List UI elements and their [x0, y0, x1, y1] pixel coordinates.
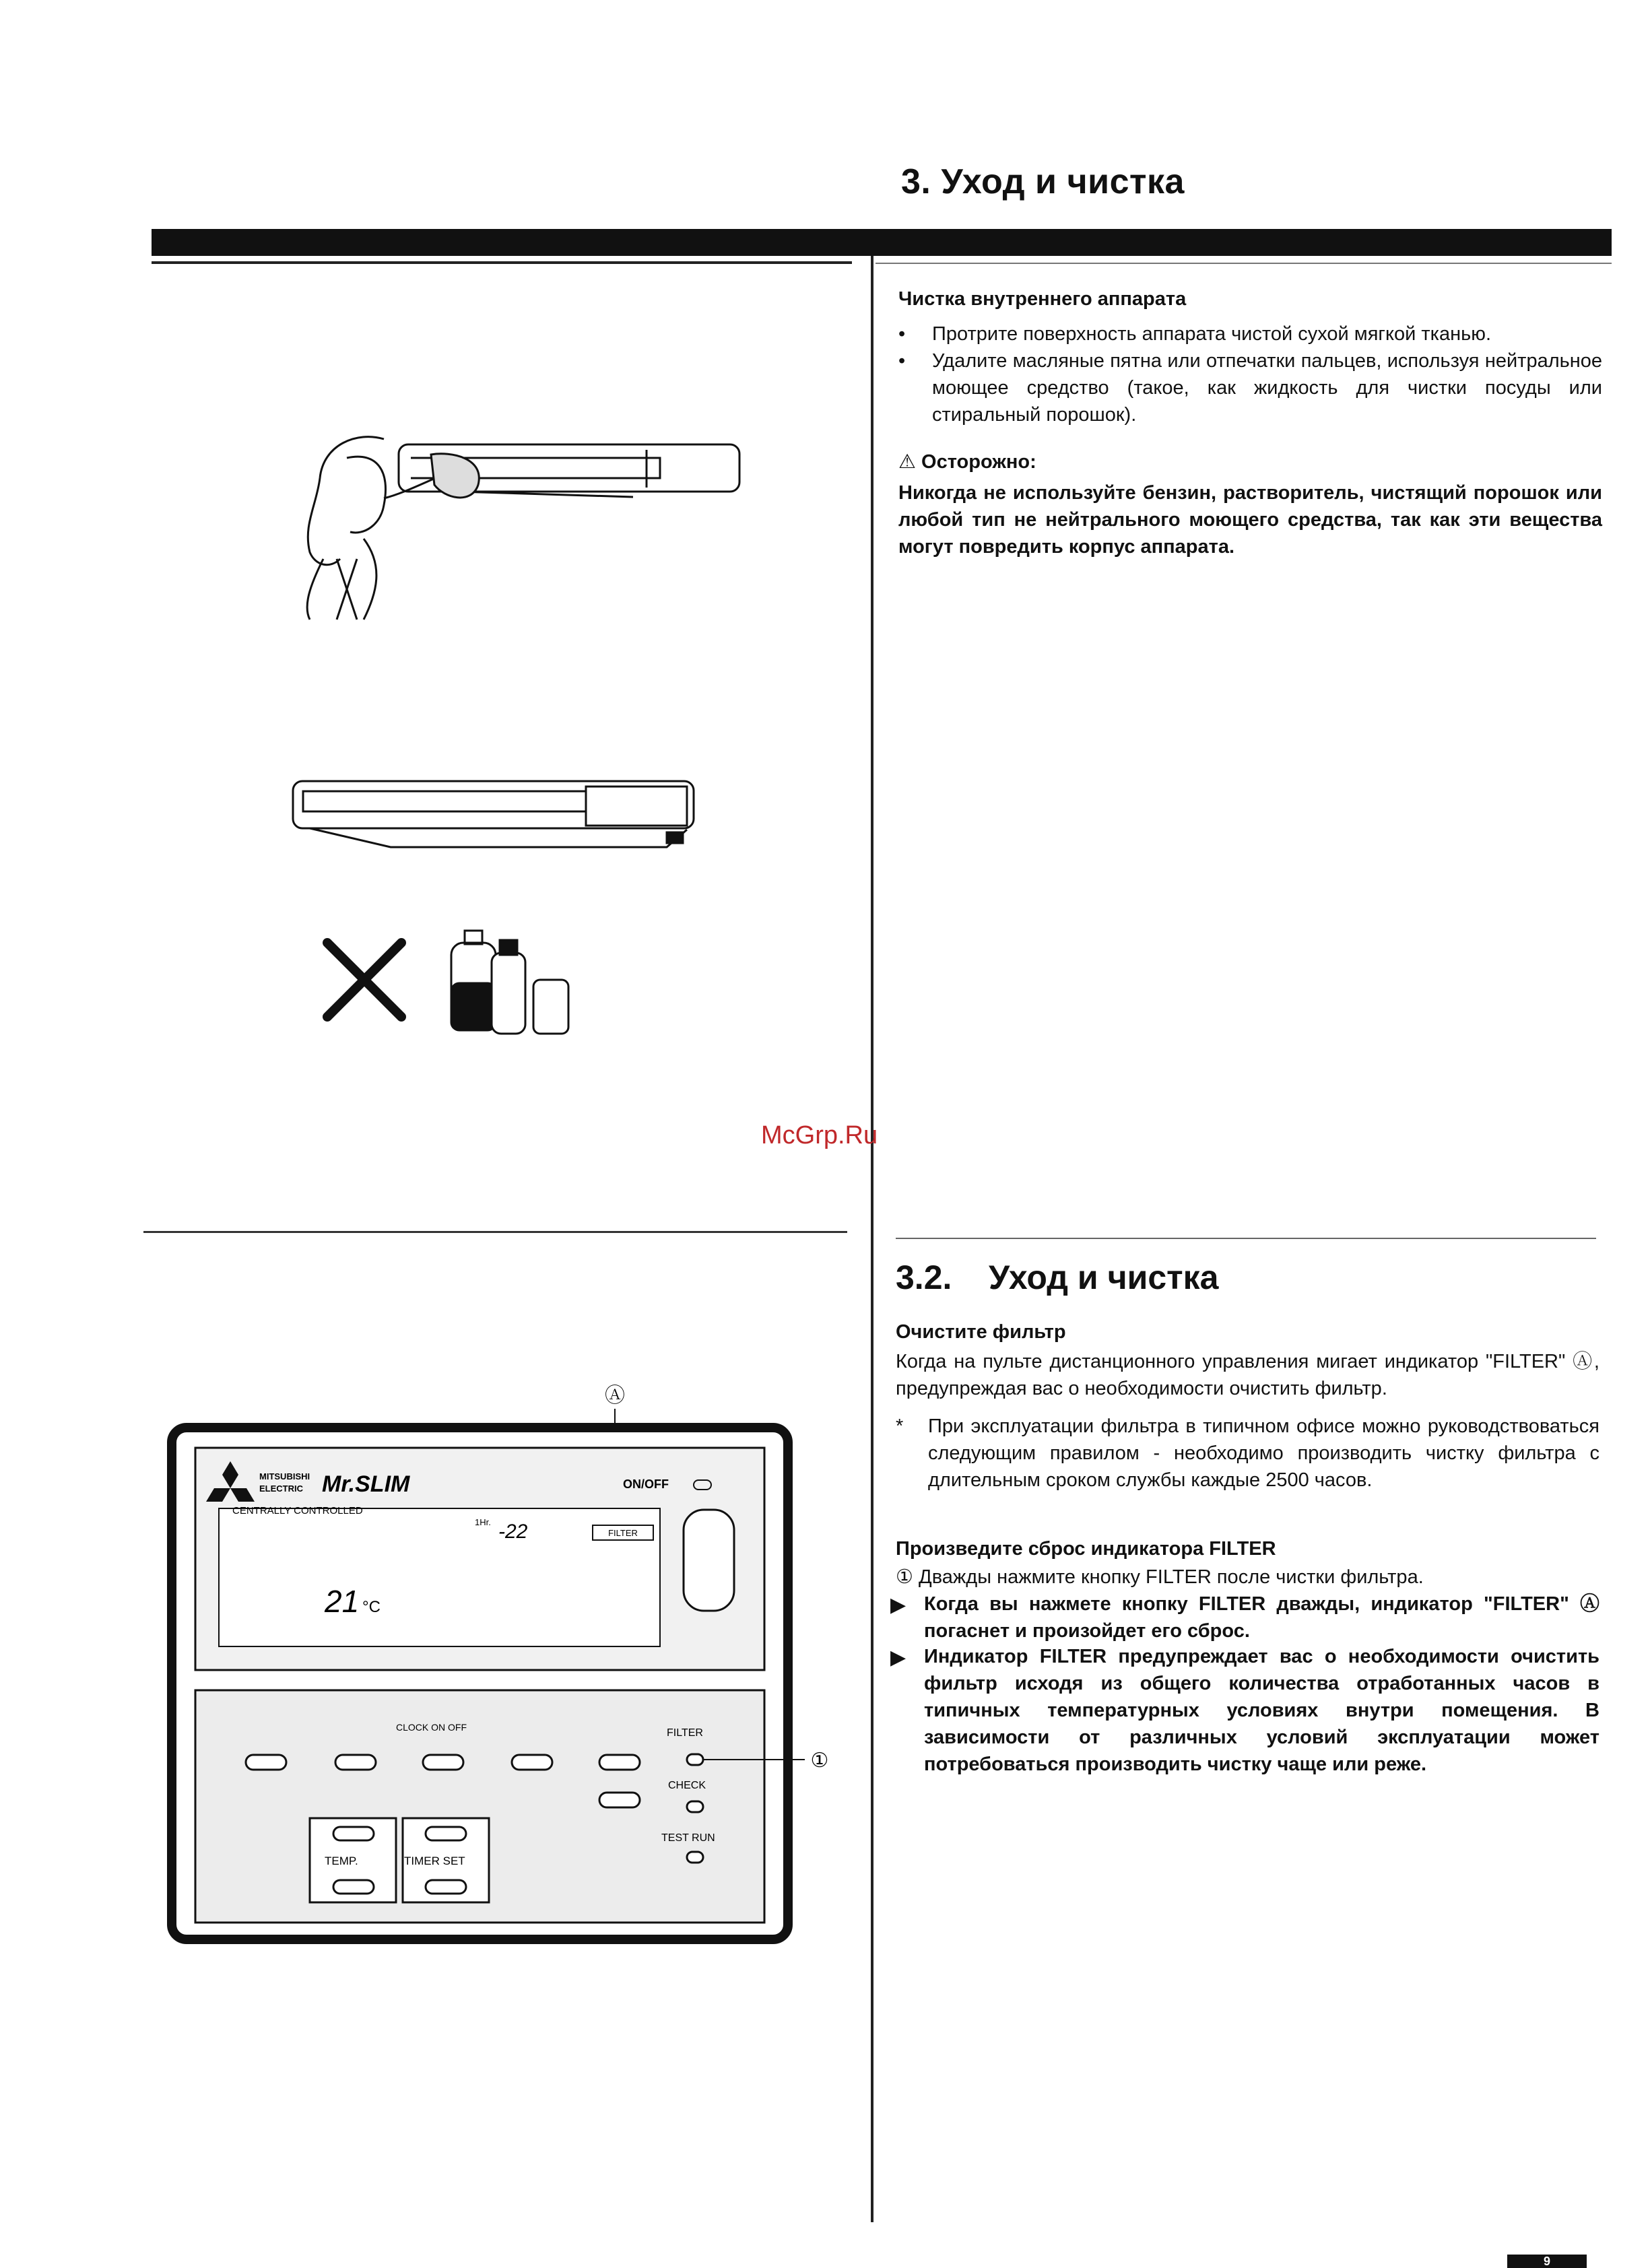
temp-down-button[interactable] — [333, 1880, 374, 1894]
list-item — [898, 321, 1602, 347]
unit-louver — [303, 791, 586, 811]
asterisk: * — [896, 1415, 904, 1437]
divider — [152, 261, 852, 264]
bullet-text: Удалите масляные пятна или отпечатки пальцев, используя нейтральное моющее средство (такое, как жидкость для чистки посуды или стиральный порошок). — [932, 350, 1602, 426]
mode-button[interactable] — [246, 1755, 286, 1770]
caution-text: Никогда не используйте бензин, растворитель, чистящий порошок или любой тип не нейтрального моющего средства, так как эти вещества могут повредить корпус аппарата. — [898, 482, 1602, 558]
caution-heading: ⚠ Осторожно: — [898, 451, 1036, 473]
arrow-text: Индикатор FILTER предупреждает вас о необходимости очистить фильтр исходя из общего количества отработанных часов в типичных температурных условиях внутри помещения. В зависимости от различных условий эксплуатации может потребоваться производить чистку чаще или реже. — [924, 1646, 1599, 1775]
can-icon — [492, 953, 525, 1034]
bullet: • — [898, 350, 906, 372]
apron-straps — [337, 559, 357, 620]
check-button[interactable] — [687, 1801, 703, 1812]
filter-button-label: FILTER — [667, 1727, 703, 1739]
timer-down-button[interactable] — [426, 1880, 466, 1894]
clean-filter-heading: Очистите фильтр — [896, 1321, 1066, 1343]
note-text: При эксплуатации фильтра в типичном офисе можно руководствоваться следующим правилом - необходимо производить чистку фильтра с длительным сроком службы каждые 2500 часов. — [928, 1415, 1599, 1491]
filter-button[interactable] — [687, 1754, 703, 1765]
can-cap — [500, 940, 517, 955]
page-number: 9 — [1543, 2255, 1550, 2268]
reset-heading: Произведите сброс индикатора FILTER — [896, 1538, 1276, 1560]
brand-bottom: ELECTRIC — [259, 1483, 303, 1494]
divider — [876, 263, 1612, 264]
set-temp-display: -22 — [498, 1521, 528, 1543]
section-title: Уход и чистка — [989, 1259, 1219, 1296]
indoor-unit-shape — [293, 781, 694, 828]
bullet: • — [898, 323, 906, 345]
arrow-text: Когда вы нажмете кнопку FILTER дважды, индикатор "FILTER" Ⓐ погаснет и произойдет его сброс. — [924, 1593, 1599, 1642]
unit-bottom-edge — [310, 828, 687, 847]
test-run-button[interactable] — [687, 1852, 703, 1863]
arrow-icon: ▶ — [890, 1646, 906, 1669]
person-face — [347, 457, 386, 533]
step-text: ① Дважды нажмите кнопку FILTER после чистки фильтра. — [896, 1566, 1424, 1588]
cross-icon — [327, 943, 401, 1017]
temp-label: TEMP. — [325, 1855, 358, 1867]
indoor-unit-illustration — [290, 768, 700, 862]
unit-foot — [667, 832, 683, 843]
clock-on-off-label: CLOCK ON OFF — [396, 1722, 467, 1733]
note-item — [896, 1413, 1599, 1494]
temp-up-button[interactable] — [333, 1827, 374, 1840]
remote-controller-diagram — [148, 1380, 876, 1953]
arrow-icon: ▶ — [890, 1594, 906, 1616]
page-title: 3. Уход и чистка — [901, 162, 1185, 201]
callout-1: ① — [810, 1749, 829, 1772]
person-hair — [308, 437, 384, 565]
section-number: 3.2. — [896, 1259, 952, 1296]
centrally-controlled-label: CENTRALLY CONTROLLED — [232, 1505, 363, 1516]
room-temp-unit: °C — [362, 1598, 381, 1616]
list-item — [890, 1591, 1599, 1644]
header-bar — [152, 229, 1612, 256]
fan-speed-button[interactable] — [512, 1755, 552, 1770]
ventilation-button[interactable] — [599, 1793, 640, 1807]
timer-up-button[interactable] — [426, 1827, 466, 1840]
bottle-liquid — [451, 983, 496, 1030]
jar-icon — [533, 980, 568, 1034]
bullet-text: Протрите поверхность аппарата чистой сухой мягкой тканью. — [932, 323, 1492, 345]
divider — [143, 1231, 847, 1233]
filter-indicator: FILTER — [608, 1528, 638, 1538]
unit-side-panel — [586, 787, 687, 826]
timer-set-label: TIMER SET — [404, 1855, 465, 1867]
callout-a: Ⓐ — [605, 1385, 625, 1407]
wiping-unit-illustration — [283, 418, 754, 633]
timer-hr-label: 1Hr. — [475, 1517, 491, 1527]
test-run-label: TEST RUN — [661, 1832, 715, 1844]
divider — [896, 1238, 1596, 1239]
inner-cleaning-heading: Чистка внутреннего аппарата — [898, 288, 1187, 310]
clean-filter-text: Когда на пульте дистанционного управления мигает индикатор "FILTER" Ⓐ, предупреждая вас о необходимости очистить фильтр. — [896, 1351, 1599, 1399]
no-solvents-illustration — [317, 916, 599, 1050]
model-name: Mr.SLIM — [322, 1471, 410, 1497]
watermark-text: McGrp.Ru — [761, 1121, 878, 1149]
list-item — [890, 1643, 1599, 1778]
list-item — [898, 347, 1602, 428]
brand-top: MITSUBISHI — [259, 1471, 310, 1481]
onoff-button[interactable] — [684, 1510, 734, 1611]
louver-button[interactable] — [599, 1755, 640, 1770]
onoff-label: ON/OFF — [623, 1477, 669, 1491]
timer-button[interactable] — [423, 1755, 463, 1770]
clock-button[interactable] — [335, 1755, 376, 1770]
check-button-label: CHECK — [668, 1780, 706, 1791]
room-temp-display: 21 — [325, 1584, 360, 1619]
